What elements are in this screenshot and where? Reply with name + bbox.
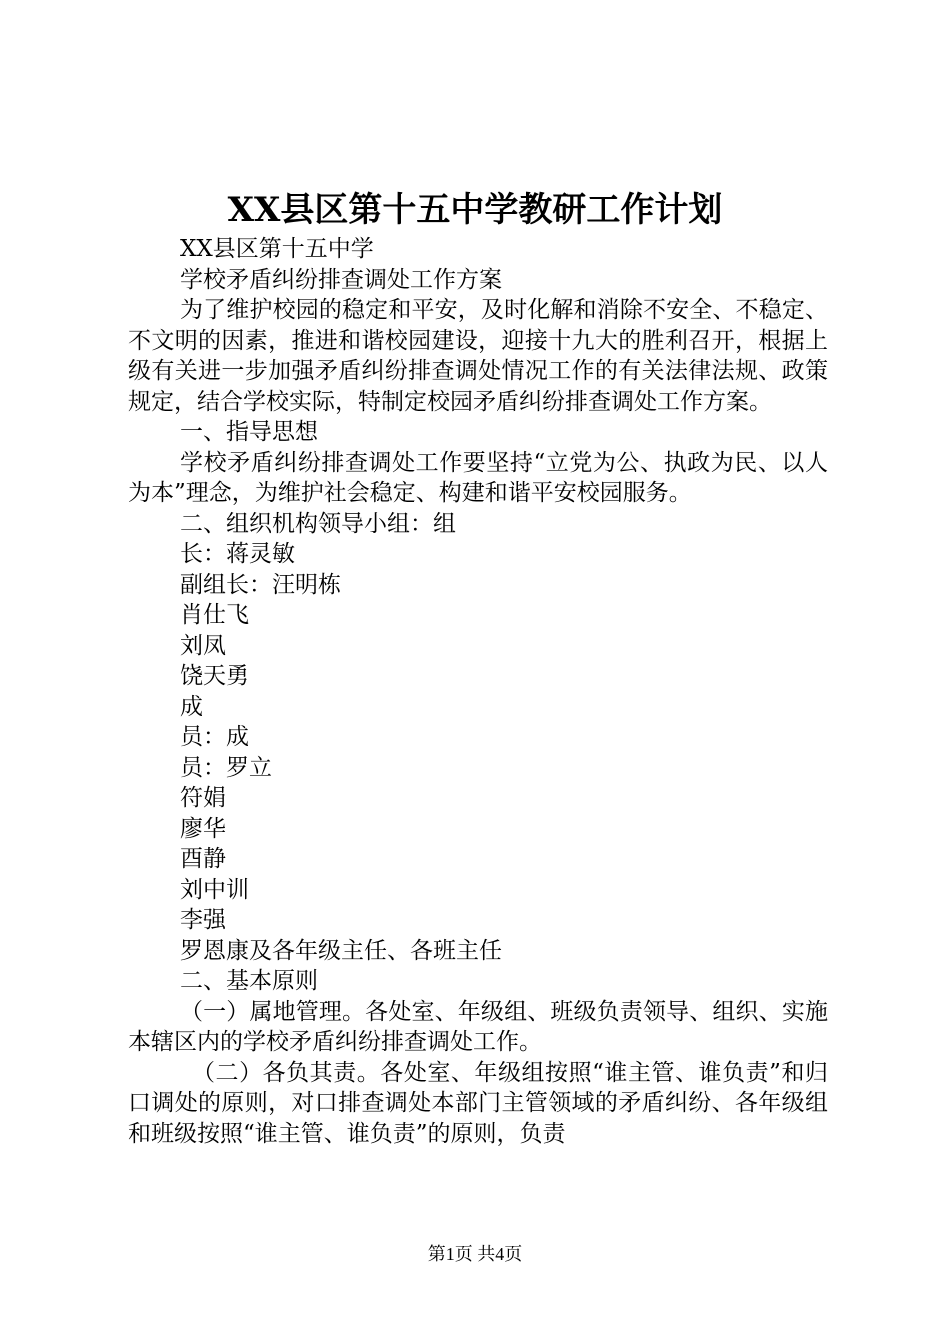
document-body xyxy=(128,234,828,1149)
member-line: 廖华 xyxy=(180,815,226,842)
member-line: 刘中训 xyxy=(180,876,249,903)
member-line: 刘凤 xyxy=(180,632,226,659)
document-title: XX县区第十五中学教研工作计划 xyxy=(227,190,723,230)
section-heading-guiding-thought: 一、指导思想 xyxy=(180,419,318,445)
paragraph-school-name: XX县区第十五中学 xyxy=(180,236,374,262)
member-line: 酉静 xyxy=(180,846,226,872)
member-line: 符娟 xyxy=(180,785,226,811)
member-line: 罗恩康及各年级主任、各班主任 xyxy=(180,937,502,964)
member-line: 肖仕飞 xyxy=(180,602,249,628)
paragraph-intro: 为了维护校园的稳定和平安，及时化解和消除不安全、不稳定、不文明的因素，推进和谐校园建设，迎接十九大的胜利召开，根据上级有关进一步加强矛盾纠纷排查调处情况工作的有关法律法规、政策规定，结合学校实际，特制定校园矛盾纠纷排查调处工作方案。 xyxy=(128,297,828,415)
paragraph-plan-subtitle: 学校矛盾纠纷排查调处工作方案 xyxy=(180,266,502,293)
paragraph-principle-2: （二）各负其责。各处室、年级组按照“谁主管、谁负责”和归口调处的原则，对口排查调处本部门主管领域的矛盾纠纷、各年级组和班级按照“谁主管、谁负责”的原则，负责 xyxy=(128,1059,828,1147)
page-footer: 第1页 共4页 xyxy=(427,1244,523,1264)
member-line: 李强 xyxy=(180,907,226,933)
paragraph-guiding-thought: 学校矛盾纠纷排查调处工作要坚持“立党为公、执政为民、以人为本”理念，为维护社会稳定、构建和谐平安校园服务。 xyxy=(128,449,828,506)
member-line: 副组长：汪明栋 xyxy=(180,571,341,598)
paragraph-principle-1: （一）属地管理。各处室、年级组、班级负责领导、组织、实施本辖区内的学校矛盾纠纷排查调处工作。 xyxy=(128,998,828,1055)
member-line: 成 xyxy=(180,693,203,720)
member-line: 饶天勇 xyxy=(180,663,249,689)
member-line: 长：蒋灵敏 xyxy=(180,541,295,567)
section-heading-organization: 二、组织机构领导小组：组 xyxy=(180,510,456,537)
member-line: 员：成 xyxy=(180,724,249,750)
section-heading-basic-principles: 二、基本原则 xyxy=(180,968,318,994)
member-line: 员：罗立 xyxy=(180,754,272,781)
